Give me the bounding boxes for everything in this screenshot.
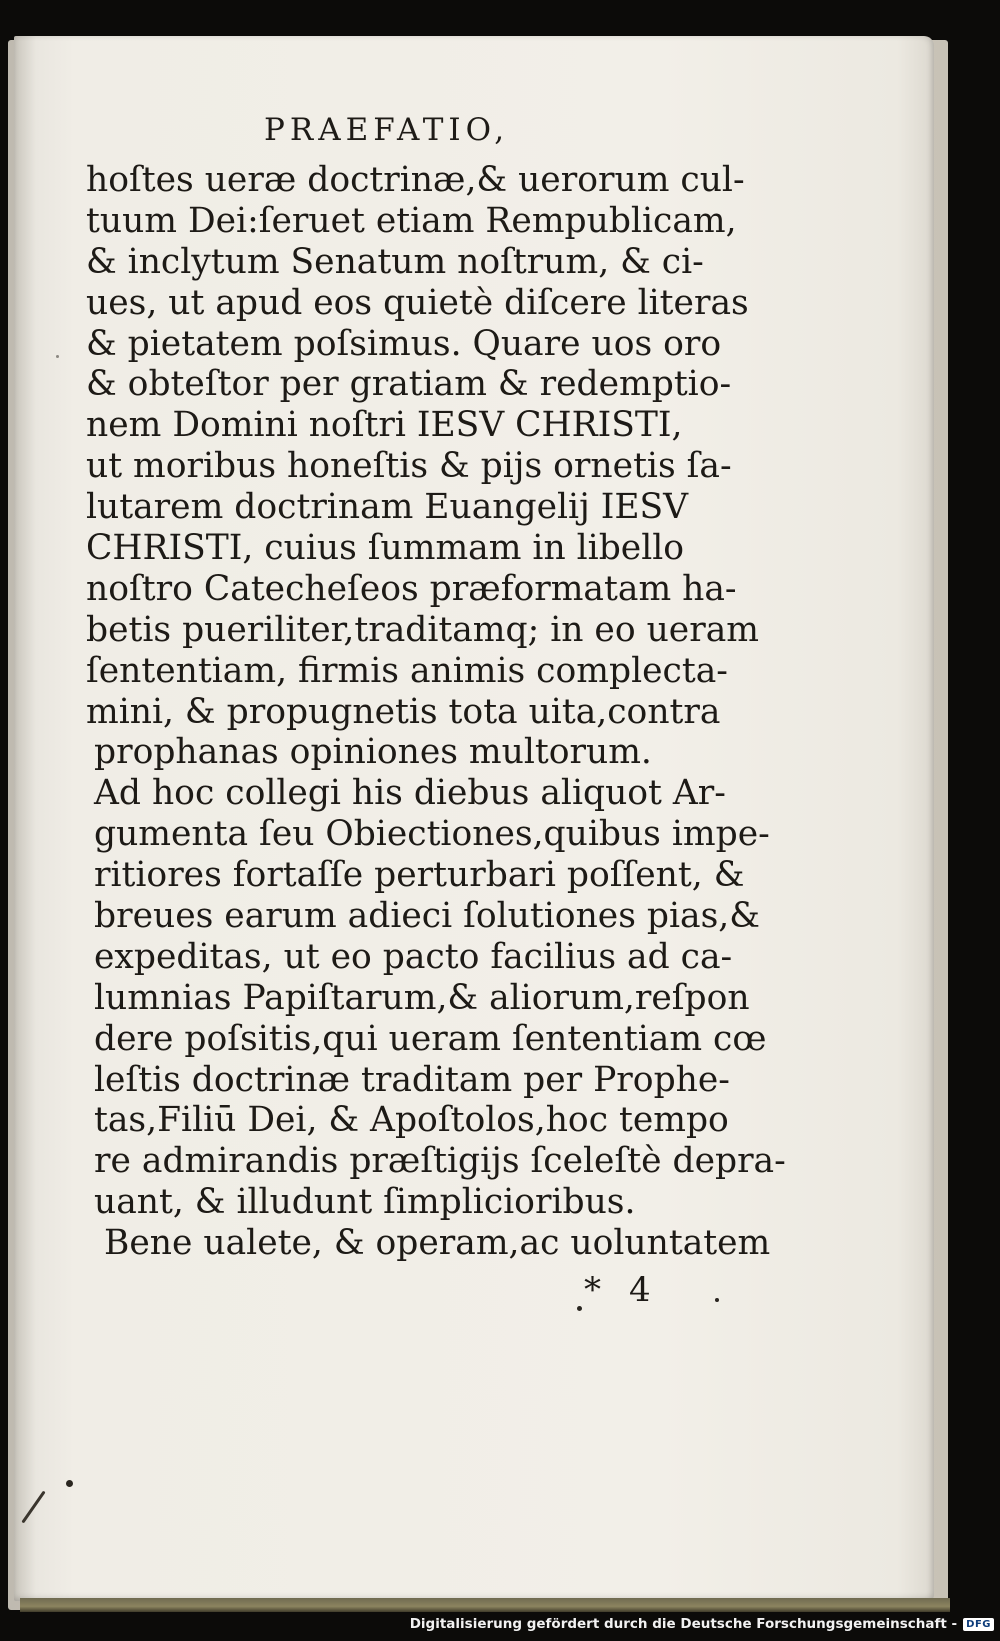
text-line: dere poſsitis,qui ueram ſententiam cœ bbox=[94, 1018, 767, 1059]
text-line: hoſtes ueræ doctrinæ,& uerorum cul- bbox=[86, 160, 745, 200]
signature-number: 4 bbox=[629, 1270, 651, 1310]
text-line: ues, ut apud eos quietè diſcere literas bbox=[86, 282, 749, 323]
ink-speck bbox=[715, 1298, 719, 1302]
text-line: ſententiam, firmis animis complecta- bbox=[86, 650, 728, 691]
signature-mark bbox=[584, 1270, 651, 1310]
text-line: uant, & illudunt ſimplicioribus. bbox=[94, 1182, 636, 1223]
text-line: ut moribus honeſtis & pijs ornetis ſa- bbox=[86, 446, 732, 487]
signature-star: * bbox=[584, 1270, 601, 1310]
text-line: & inclytum Senatum noſtrum, & ci- bbox=[86, 241, 704, 282]
text-line: lumnias Papiſtarum,& aliorum,reſpon bbox=[94, 977, 750, 1018]
text-line: mini, & propugnetis tota uita,contra bbox=[86, 691, 721, 732]
footer-credit: Digitalisierung gefördert durch die Deutsche Forschungsgemeinschaft - bbox=[409, 1616, 958, 1632]
running-head: PRAEFATIO, bbox=[264, 112, 510, 148]
ink-speck bbox=[577, 1306, 582, 1311]
text-line: tuum Dei:ſeruet etiam Rempublicam, bbox=[86, 200, 737, 241]
text-line: nem Domini noſtri IESV CHRISTI, bbox=[86, 405, 683, 446]
text-line: ritiores fortaſſe perturbari poſſent, & bbox=[94, 855, 745, 896]
text-line: Bene ualete, & operam,ac uoluntatem bbox=[104, 1223, 771, 1264]
text-line: tas,Filiū Dei, & Apoſtolos,hoc tempo bbox=[94, 1100, 729, 1141]
text-line: CHRISTI, cuius ſummam in libello bbox=[86, 528, 685, 569]
ink-speck bbox=[66, 1480, 73, 1487]
dfg-logo-icon: DFG bbox=[963, 1618, 994, 1631]
text-line: re admirandis præſtigijs ſceleſtè depra- bbox=[94, 1141, 786, 1182]
text-line: betis pueriliter,traditamq; in eo ueram bbox=[86, 609, 759, 650]
text-line: expeditas, ut eo pacto facilius ad ca- bbox=[94, 936, 733, 977]
text-block bbox=[86, 160, 786, 1264]
text-line: & pietatem poſsimus. Quare uos oro bbox=[86, 323, 722, 364]
text-line: prophanas opiniones multorum. bbox=[94, 732, 652, 773]
text-line: gumenta ſeu Obiectiones,quibus impe- bbox=[94, 814, 770, 855]
text-line: lutarem doctrinam Euangelij IESV bbox=[86, 487, 689, 528]
text-line: & obteſtor per gratiam & redemptio- bbox=[86, 364, 732, 405]
page-bottom-edge bbox=[20, 1598, 950, 1612]
digitization-footer bbox=[410, 1611, 994, 1637]
text-line: leſtis doctrinæ traditam per Prophe- bbox=[94, 1059, 730, 1100]
text-line: Ad hoc collegi his diebus aliquot Ar- bbox=[94, 773, 726, 814]
text-line: noſtro Catecheſeos præformatam ha- bbox=[86, 568, 737, 609]
text-line: breues earum adieci ſolutiones pias,& bbox=[94, 896, 760, 937]
ink-speck bbox=[56, 355, 59, 358]
